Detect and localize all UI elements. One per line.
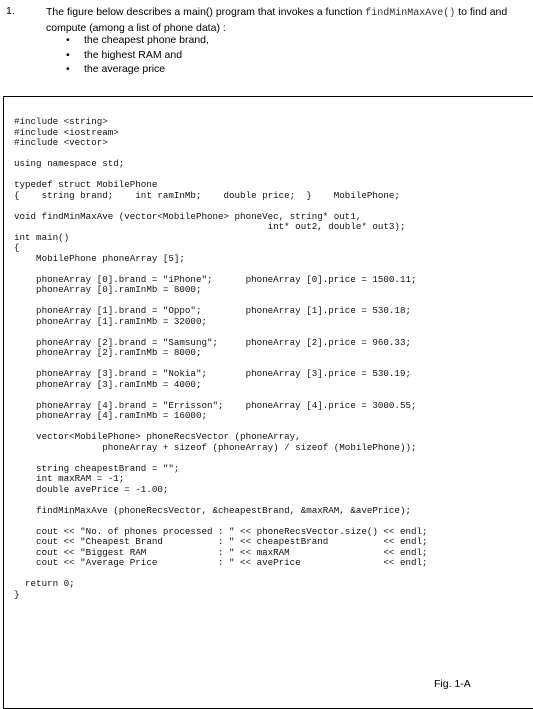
code-line: phoneArray + sizeof (phoneArray) / sizeof (MobilePhone)); xyxy=(14,441,417,453)
code-line: } xyxy=(14,588,20,600)
figure-label: Fig. 1-A xyxy=(434,678,471,690)
function-name: findMinMaxAve() xyxy=(365,8,456,19)
code-line: { xyxy=(14,242,20,253)
code-line: vector<MobilePhone> phoneRecsVector (phoneArray, xyxy=(14,431,301,442)
code-line: cout << "Biggest RAM : " << maxRAM << endl; xyxy=(14,546,428,558)
question-number: 1. xyxy=(6,5,15,17)
list-item: • the average price xyxy=(66,62,209,77)
code-line: cout << "Cheapest Brand : " << cheapestBrand << endl; xyxy=(14,536,428,547)
code-line: double avePrice = -1.00; xyxy=(14,483,169,495)
code-line: { string brand; int ramInMb; double price; } MobilePhone; xyxy=(14,189,400,201)
code-line: string cheapestBrand = ""; xyxy=(14,462,180,474)
list-item: • the highest RAM and xyxy=(66,48,209,63)
code-line: phoneArray [0].ramInMb = 8000; xyxy=(14,284,202,295)
question-intro-after: to find and compute (among a list of phone data) : xyxy=(46,6,508,34)
code-line: MobilePhone phoneArray [5]; xyxy=(14,252,185,264)
code-line: phoneArray [3].brand = "Nokia"; phoneArray [3].price = 530.19; xyxy=(14,368,411,379)
code-line: using namespace std; xyxy=(14,158,125,169)
code-line: findMinMaxAve (phoneRecsVector, &cheapestBrand, &maxRAM, &avePrice); xyxy=(14,504,411,516)
code-line: #include <vector> xyxy=(14,137,108,148)
code-line: void findMinMaxAve (vector<MobilePhone> phoneVec, string* out1, xyxy=(14,210,362,222)
code-line: #include <iostream> xyxy=(14,126,119,138)
code-line: cout << "Average Price : " << avePrice << endl; xyxy=(14,557,428,568)
code-line: int* out2, double* out3); xyxy=(14,221,406,232)
code-line: int main() xyxy=(14,231,70,243)
code-line: phoneArray [0].brand = "iPhone"; phoneArray [0].price = 1500.11; xyxy=(14,273,417,285)
code-line: phoneArray [1].brand = "Oppo"; phoneArray [1].price = 530.18; xyxy=(14,305,411,316)
code-line: typedef struct MobilePhone xyxy=(14,179,158,190)
question-intro-before: The figure below describes a main() program that invokes a function xyxy=(46,6,366,18)
code-line: phoneArray [4].ramInMb = 16000; xyxy=(14,410,207,421)
code-line: return 0; xyxy=(14,578,75,589)
code-listing xyxy=(14,117,428,600)
code-line: cout << "No. of phones processed : " << phoneRecsVector.size() << endl; xyxy=(14,525,428,537)
code-line: phoneArray [4].brand = "Errisson"; phoneArray [4].price = 3000.55; xyxy=(14,399,417,411)
code-line: phoneArray [1].ramInMb = 32000; xyxy=(14,315,207,327)
code-line: phoneArray [3].ramInMb = 4000; xyxy=(14,378,202,390)
question-text xyxy=(46,5,532,35)
code-line: int maxRAM = -1; xyxy=(14,473,125,484)
requirement-list xyxy=(66,33,209,77)
code-line: phoneArray [2].ramInMb = 8000; xyxy=(14,347,202,358)
list-item: • the cheapest phone brand, xyxy=(66,33,209,48)
code-line: phoneArray [2].brand = "Samsung"; phoneArray [2].price = 960.33; xyxy=(14,336,411,348)
code-line: #include <string> xyxy=(14,116,108,127)
